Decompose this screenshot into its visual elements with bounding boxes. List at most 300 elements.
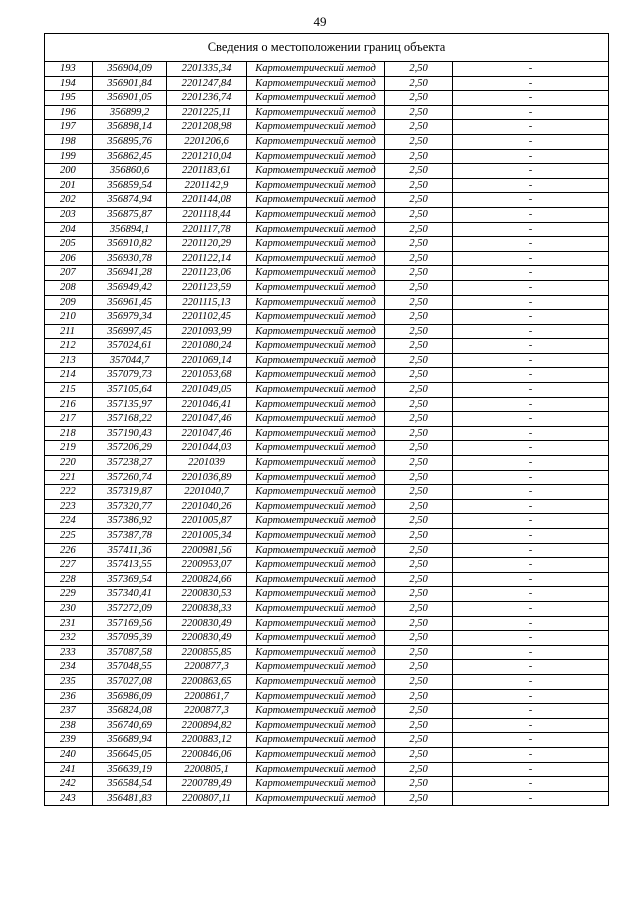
table-row <box>45 412 609 427</box>
y-coordinate-cell: 2200830,49 <box>167 631 247 646</box>
precision-cell: 2,50 <box>385 149 453 164</box>
point-number-cell: 210 <box>45 310 93 325</box>
x-coordinate-cell: 356899,2 <box>93 105 167 120</box>
y-coordinate-cell: 2201039 <box>167 456 247 471</box>
precision-cell: 2,50 <box>385 251 453 266</box>
description-cell: - <box>453 120 609 135</box>
method-cell: Картометрический метод <box>247 660 385 675</box>
boundary-table-container <box>44 33 608 806</box>
table-row <box>45 470 609 485</box>
description-cell: - <box>453 207 609 222</box>
point-number-cell: 232 <box>45 631 93 646</box>
point-number-cell: 225 <box>45 529 93 544</box>
table-row <box>45 485 609 500</box>
y-coordinate-cell: 2200861,7 <box>167 689 247 704</box>
x-coordinate-cell: 357206,29 <box>93 441 167 456</box>
description-cell: - <box>453 572 609 587</box>
description-cell: - <box>453 616 609 631</box>
y-coordinate-cell: 2201069,14 <box>167 353 247 368</box>
point-number-cell: 230 <box>45 601 93 616</box>
precision-cell: 2,50 <box>385 689 453 704</box>
table-row <box>45 718 609 733</box>
method-cell: Картометрический метод <box>247 222 385 237</box>
point-number-cell: 231 <box>45 616 93 631</box>
precision-cell: 2,50 <box>385 470 453 485</box>
method-cell: Картометрический метод <box>247 178 385 193</box>
x-coordinate-cell: 357272,09 <box>93 601 167 616</box>
y-coordinate-cell: 2200789,49 <box>167 777 247 792</box>
description-cell: - <box>453 222 609 237</box>
precision-cell: 2,50 <box>385 762 453 777</box>
description-cell: - <box>453 149 609 164</box>
method-cell: Картометрический метод <box>247 718 385 733</box>
method-cell: Картометрический метод <box>247 762 385 777</box>
description-cell: - <box>453 791 609 806</box>
y-coordinate-cell: 2201183,61 <box>167 164 247 179</box>
precision-cell: 2,50 <box>385 426 453 441</box>
y-coordinate-cell: 2200824,66 <box>167 572 247 587</box>
x-coordinate-cell: 356898,14 <box>93 120 167 135</box>
x-coordinate-cell: 357168,22 <box>93 412 167 427</box>
x-coordinate-cell: 357105,64 <box>93 383 167 398</box>
description-cell: - <box>453 412 609 427</box>
point-number-cell: 239 <box>45 733 93 748</box>
x-coordinate-cell: 356481,83 <box>93 791 167 806</box>
description-cell: - <box>453 266 609 281</box>
method-cell: Картометрический метод <box>247 514 385 529</box>
description-cell: - <box>453 193 609 208</box>
precision-cell: 2,50 <box>385 441 453 456</box>
table-row <box>45 383 609 398</box>
y-coordinate-cell: 2201206,6 <box>167 134 247 149</box>
precision-cell: 2,50 <box>385 733 453 748</box>
method-cell: Картометрический метод <box>247 631 385 646</box>
table-body <box>45 34 609 806</box>
point-number-cell: 193 <box>45 62 93 77</box>
description-cell: - <box>453 339 609 354</box>
method-cell: Картометрический метод <box>247 339 385 354</box>
point-number-cell: 212 <box>45 339 93 354</box>
description-cell: - <box>453 645 609 660</box>
y-coordinate-cell: 2201053,68 <box>167 368 247 383</box>
precision-cell: 2,50 <box>385 280 453 295</box>
point-number-cell: 234 <box>45 660 93 675</box>
table-row <box>45 62 609 77</box>
x-coordinate-cell: 356639,19 <box>93 762 167 777</box>
description-cell: - <box>453 689 609 704</box>
x-coordinate-cell: 357169,56 <box>93 616 167 631</box>
precision-cell: 2,50 <box>385 295 453 310</box>
description-cell: - <box>453 733 609 748</box>
table-row <box>45 368 609 383</box>
method-cell: Картометрический метод <box>247 324 385 339</box>
point-number-cell: 219 <box>45 441 93 456</box>
boundary-coordinates-table <box>44 33 609 806</box>
table-row <box>45 280 609 295</box>
y-coordinate-cell: 2201122,14 <box>167 251 247 266</box>
x-coordinate-cell: 357024,61 <box>93 339 167 354</box>
method-cell: Картометрический метод <box>247 397 385 412</box>
description-cell: - <box>453 704 609 719</box>
precision-cell: 2,50 <box>385 704 453 719</box>
method-cell: Картометрический метод <box>247 207 385 222</box>
x-coordinate-cell: 356930,78 <box>93 251 167 266</box>
precision-cell: 2,50 <box>385 543 453 558</box>
precision-cell: 2,50 <box>385 310 453 325</box>
precision-cell: 2,50 <box>385 514 453 529</box>
precision-cell: 2,50 <box>385 529 453 544</box>
description-cell: - <box>453 529 609 544</box>
description-cell: - <box>453 91 609 106</box>
x-coordinate-cell: 356689,94 <box>93 733 167 748</box>
precision-cell: 2,50 <box>385 237 453 252</box>
description-cell: - <box>453 426 609 441</box>
x-coordinate-cell: 356997,45 <box>93 324 167 339</box>
table-row <box>45 601 609 616</box>
point-number-cell: 218 <box>45 426 93 441</box>
description-cell: - <box>453 514 609 529</box>
description-cell: - <box>453 747 609 762</box>
table-row <box>45 645 609 660</box>
precision-cell: 2,50 <box>385 134 453 149</box>
method-cell: Картометрический метод <box>247 251 385 266</box>
table-row <box>45 426 609 441</box>
method-cell: Картометрический метод <box>247 791 385 806</box>
description-cell: - <box>453 660 609 675</box>
method-cell: Картометрический метод <box>247 747 385 762</box>
description-cell: - <box>453 762 609 777</box>
method-cell: Картометрический метод <box>247 368 385 383</box>
point-number-cell: 237 <box>45 704 93 719</box>
table-row <box>45 193 609 208</box>
precision-cell: 2,50 <box>385 105 453 120</box>
description-cell: - <box>453 62 609 77</box>
point-number-cell: 233 <box>45 645 93 660</box>
point-number-cell: 208 <box>45 280 93 295</box>
method-cell: Картометрический метод <box>247 674 385 689</box>
description-cell: - <box>453 280 609 295</box>
description-cell: - <box>453 631 609 646</box>
method-cell: Картометрический метод <box>247 441 385 456</box>
precision-cell: 2,50 <box>385 674 453 689</box>
method-cell: Картометрический метод <box>247 105 385 120</box>
x-coordinate-cell: 357238,27 <box>93 456 167 471</box>
y-coordinate-cell: 2201047,46 <box>167 426 247 441</box>
method-cell: Картометрический метод <box>247 426 385 441</box>
table-row <box>45 295 609 310</box>
point-number-cell: 202 <box>45 193 93 208</box>
point-number-cell: 223 <box>45 499 93 514</box>
description-cell: - <box>453 397 609 412</box>
description-cell: - <box>453 777 609 792</box>
method-cell: Картометрический метод <box>247 353 385 368</box>
point-number-cell: 226 <box>45 543 93 558</box>
description-cell: - <box>453 164 609 179</box>
x-coordinate-cell: 357095,39 <box>93 631 167 646</box>
table-row <box>45 207 609 222</box>
method-cell: Картометрический метод <box>247 499 385 514</box>
table-row <box>45 324 609 339</box>
method-cell: Картометрический метод <box>247 572 385 587</box>
method-cell: Картометрический метод <box>247 412 385 427</box>
point-number-cell: 201 <box>45 178 93 193</box>
point-number-cell: 211 <box>45 324 93 339</box>
point-number-cell: 221 <box>45 470 93 485</box>
y-coordinate-cell: 2201117,78 <box>167 222 247 237</box>
table-row <box>45 222 609 237</box>
method-cell: Картометрический метод <box>247 645 385 660</box>
y-coordinate-cell: 2200838,33 <box>167 601 247 616</box>
point-number-cell: 217 <box>45 412 93 427</box>
method-cell: Картометрический метод <box>247 587 385 602</box>
precision-cell: 2,50 <box>385 747 453 762</box>
x-coordinate-cell: 356910,82 <box>93 237 167 252</box>
y-coordinate-cell: 2201036,89 <box>167 470 247 485</box>
method-cell: Картометрический метод <box>247 76 385 91</box>
precision-cell: 2,50 <box>385 397 453 412</box>
table-row <box>45 251 609 266</box>
method-cell: Картометрический метод <box>247 120 385 135</box>
point-number-cell: 206 <box>45 251 93 266</box>
x-coordinate-cell: 357135,97 <box>93 397 167 412</box>
x-coordinate-cell: 357027,08 <box>93 674 167 689</box>
table-row <box>45 529 609 544</box>
method-cell: Картометрический метод <box>247 704 385 719</box>
y-coordinate-cell: 2200894,82 <box>167 718 247 733</box>
point-number-cell: 195 <box>45 91 93 106</box>
table-row <box>45 266 609 281</box>
x-coordinate-cell: 356860,6 <box>93 164 167 179</box>
table-row <box>45 689 609 704</box>
description-cell: - <box>453 441 609 456</box>
precision-cell: 2,50 <box>385 601 453 616</box>
table-title-row <box>45 34 609 62</box>
precision-cell: 2,50 <box>385 324 453 339</box>
x-coordinate-cell: 356961,45 <box>93 295 167 310</box>
point-number-cell: 229 <box>45 587 93 602</box>
precision-cell: 2,50 <box>385 718 453 733</box>
method-cell: Картометрический метод <box>247 529 385 544</box>
precision-cell: 2,50 <box>385 616 453 631</box>
point-number-cell: 196 <box>45 105 93 120</box>
point-number-cell: 194 <box>45 76 93 91</box>
y-coordinate-cell: 2201225,11 <box>167 105 247 120</box>
x-coordinate-cell: 357079,73 <box>93 368 167 383</box>
description-cell: - <box>453 76 609 91</box>
y-coordinate-cell: 2200953,07 <box>167 558 247 573</box>
description-cell: - <box>453 310 609 325</box>
table-row <box>45 91 609 106</box>
table-row <box>45 76 609 91</box>
point-number-cell: 214 <box>45 368 93 383</box>
point-number-cell: 199 <box>45 149 93 164</box>
x-coordinate-cell: 356862,45 <box>93 149 167 164</box>
table-row <box>45 733 609 748</box>
point-number-cell: 240 <box>45 747 93 762</box>
point-number-cell: 213 <box>45 353 93 368</box>
y-coordinate-cell: 2201049,05 <box>167 383 247 398</box>
y-coordinate-cell: 2201142,9 <box>167 178 247 193</box>
y-coordinate-cell: 2201040,26 <box>167 499 247 514</box>
table-row <box>45 499 609 514</box>
precision-cell: 2,50 <box>385 383 453 398</box>
y-coordinate-cell: 2200846,06 <box>167 747 247 762</box>
page-number: 49 <box>313 14 327 29</box>
point-number-cell: 228 <box>45 572 93 587</box>
precision-cell: 2,50 <box>385 120 453 135</box>
y-coordinate-cell: 2201120,29 <box>167 237 247 252</box>
y-coordinate-cell: 2201123,59 <box>167 280 247 295</box>
point-number-cell: 204 <box>45 222 93 237</box>
x-coordinate-cell: 357386,92 <box>93 514 167 529</box>
point-number-cell: 222 <box>45 485 93 500</box>
y-coordinate-cell: 2200807,11 <box>167 791 247 806</box>
precision-cell: 2,50 <box>385 456 453 471</box>
precision-cell: 2,50 <box>385 193 453 208</box>
description-cell: - <box>453 105 609 120</box>
x-coordinate-cell: 357387,78 <box>93 529 167 544</box>
precision-cell: 2,50 <box>385 412 453 427</box>
x-coordinate-cell: 357048,55 <box>93 660 167 675</box>
description-cell: - <box>453 353 609 368</box>
table-row <box>45 704 609 719</box>
point-number-cell: 243 <box>45 791 93 806</box>
x-coordinate-cell: 356874,94 <box>93 193 167 208</box>
table-row <box>45 339 609 354</box>
table-row <box>45 441 609 456</box>
y-coordinate-cell: 2201005,34 <box>167 529 247 544</box>
precision-cell: 2,50 <box>385 660 453 675</box>
method-cell: Картометрический метод <box>247 62 385 77</box>
table-row <box>45 660 609 675</box>
x-coordinate-cell: 357369,54 <box>93 572 167 587</box>
description-cell: - <box>453 499 609 514</box>
description-cell: - <box>453 251 609 266</box>
table-row <box>45 164 609 179</box>
point-number-cell: 207 <box>45 266 93 281</box>
y-coordinate-cell: 2201005,87 <box>167 514 247 529</box>
y-coordinate-cell: 2200877,3 <box>167 660 247 675</box>
description-cell: - <box>453 295 609 310</box>
x-coordinate-cell: 356645,05 <box>93 747 167 762</box>
y-coordinate-cell: 2201236,74 <box>167 91 247 106</box>
x-coordinate-cell: 356901,84 <box>93 76 167 91</box>
point-number-cell: 200 <box>45 164 93 179</box>
method-cell: Картометрический метод <box>247 383 385 398</box>
x-coordinate-cell: 356904,09 <box>93 62 167 77</box>
precision-cell: 2,50 <box>385 572 453 587</box>
method-cell: Картометрический метод <box>247 266 385 281</box>
description-cell: - <box>453 456 609 471</box>
method-cell: Картометрический метод <box>247 601 385 616</box>
y-coordinate-cell: 2201208,98 <box>167 120 247 135</box>
table-row <box>45 397 609 412</box>
y-coordinate-cell: 2200863,65 <box>167 674 247 689</box>
precision-cell: 2,50 <box>385 558 453 573</box>
y-coordinate-cell: 2200883,12 <box>167 733 247 748</box>
method-cell: Картометрический метод <box>247 470 385 485</box>
method-cell: Картометрический метод <box>247 616 385 631</box>
table-row <box>45 237 609 252</box>
x-coordinate-cell: 356895,76 <box>93 134 167 149</box>
y-coordinate-cell: 2200805,1 <box>167 762 247 777</box>
description-cell: - <box>453 485 609 500</box>
table-row <box>45 178 609 193</box>
y-coordinate-cell: 2201123,06 <box>167 266 247 281</box>
x-coordinate-cell: 357087,58 <box>93 645 167 660</box>
precision-cell: 2,50 <box>385 631 453 646</box>
table-row <box>45 631 609 646</box>
description-cell: - <box>453 324 609 339</box>
description-cell: - <box>453 674 609 689</box>
description-cell: - <box>453 368 609 383</box>
point-number-cell: 198 <box>45 134 93 149</box>
precision-cell: 2,50 <box>385 178 453 193</box>
y-coordinate-cell: 2201115,13 <box>167 295 247 310</box>
method-cell: Картометрический метод <box>247 543 385 558</box>
table-row <box>45 777 609 792</box>
description-cell: - <box>453 134 609 149</box>
point-number-cell: 224 <box>45 514 93 529</box>
description-cell: - <box>453 470 609 485</box>
precision-cell: 2,50 <box>385 499 453 514</box>
description-cell: - <box>453 383 609 398</box>
description-cell: - <box>453 587 609 602</box>
table-row <box>45 105 609 120</box>
x-coordinate-cell: 356875,87 <box>93 207 167 222</box>
y-coordinate-cell: 2200855,85 <box>167 645 247 660</box>
method-cell: Картометрический метод <box>247 295 385 310</box>
y-coordinate-cell: 2200877,3 <box>167 704 247 719</box>
precision-cell: 2,50 <box>385 91 453 106</box>
precision-cell: 2,50 <box>385 485 453 500</box>
point-number-cell: 235 <box>45 674 93 689</box>
method-cell: Картометрический метод <box>247 485 385 500</box>
point-number-cell: 205 <box>45 237 93 252</box>
y-coordinate-cell: 2201093,99 <box>167 324 247 339</box>
precision-cell: 2,50 <box>385 62 453 77</box>
table-row <box>45 514 609 529</box>
precision-cell: 2,50 <box>385 76 453 91</box>
x-coordinate-cell: 356894,1 <box>93 222 167 237</box>
point-number-cell: 238 <box>45 718 93 733</box>
table-row <box>45 587 609 602</box>
description-cell: - <box>453 558 609 573</box>
y-coordinate-cell: 2201210,04 <box>167 149 247 164</box>
table-row <box>45 120 609 135</box>
table-row <box>45 791 609 806</box>
precision-cell: 2,50 <box>385 368 453 383</box>
precision-cell: 2,50 <box>385 777 453 792</box>
x-coordinate-cell: 356949,42 <box>93 280 167 295</box>
table-row <box>45 572 609 587</box>
point-number-cell: 241 <box>45 762 93 777</box>
y-coordinate-cell: 2201118,44 <box>167 207 247 222</box>
table-row <box>45 558 609 573</box>
description-cell: - <box>453 237 609 252</box>
y-coordinate-cell: 2200830,49 <box>167 616 247 631</box>
precision-cell: 2,50 <box>385 207 453 222</box>
y-coordinate-cell: 2201040,7 <box>167 485 247 500</box>
point-number-cell: 215 <box>45 383 93 398</box>
y-coordinate-cell: 2201044,03 <box>167 441 247 456</box>
y-coordinate-cell: 2201335,34 <box>167 62 247 77</box>
point-number-cell: 203 <box>45 207 93 222</box>
method-cell: Картометрический метод <box>247 164 385 179</box>
method-cell: Картометрический метод <box>247 149 385 164</box>
y-coordinate-cell: 2200981,56 <box>167 543 247 558</box>
description-cell: - <box>453 178 609 193</box>
